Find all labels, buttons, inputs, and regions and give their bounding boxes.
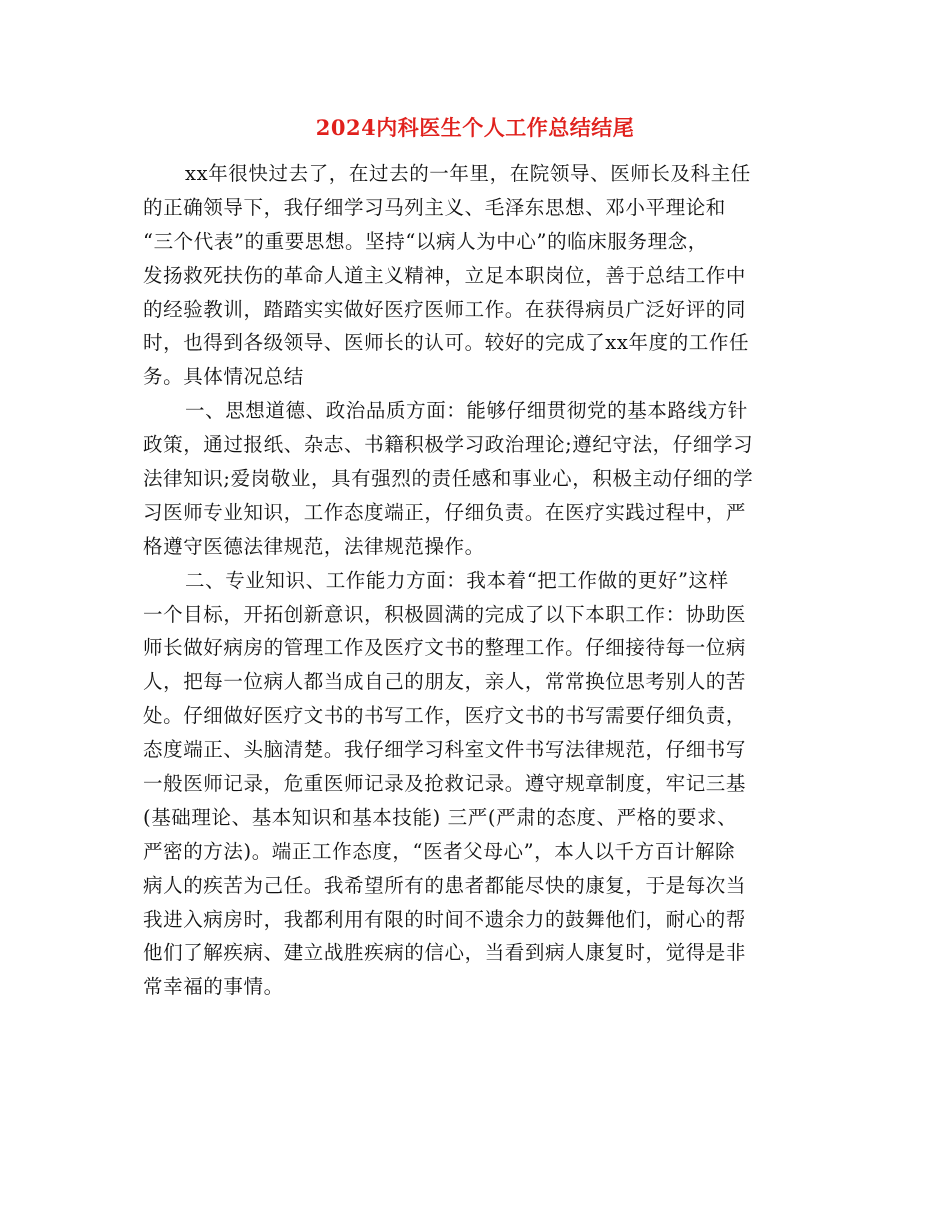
text-line: 的正确领导下，我仔细学习马列主义、毛泽东思想、邓小平理论和 <box>143 195 726 219</box>
document-body <box>143 157 803 1004</box>
text-line: 一个目标，开拓创新意识，积极圆满的完成了以下本职工作：协助医 <box>143 602 747 626</box>
text-line: 处。仔细做好医疗文书的书写工作，医疗文书的书写需要仔细负责， <box>143 704 747 728</box>
text-line: 他们了解疾病、建立战胜疾病的信心，当看到病人康复时，觉得是非 <box>143 941 747 965</box>
document-title: 2024内科医生个人工作总结结尾 <box>315 115 635 140</box>
text-line: 态度端正、头脑清楚。我仔细学习科室文件书写法律规范，仔细书写 <box>143 738 747 762</box>
text-line: 常幸福的事情。 <box>143 975 284 999</box>
text-line: 发扬救死扶伤的革命人道主义精神，立足本职岗位，善于总结工作中 <box>143 263 747 287</box>
text-line: xx年很快过去了，在过去的一年里，在院领导、医师长及科主任 <box>185 162 751 185</box>
text-line: 习医师专业知识，工作态度端正，仔细负责。在医疗实践过程中，严 <box>143 500 747 524</box>
text-line: 务。具体情况总结 <box>143 365 304 389</box>
text-line: 政策，通过报纸、杂志、书籍积极学习政治理论;遵纪守法，仔细学习 <box>143 433 754 457</box>
text-line: 一、思想道德、政治品质方面：能够仔细贯彻党的基本路线方针 <box>185 399 748 423</box>
text-line: 严密的方法)。端正工作态度，“医者父母心”，本人以千方百计解除 <box>143 839 736 863</box>
text-line: 一般医师记录，危重医师记录及抢救记录。遵守规章制度，牢记三基 <box>143 772 747 796</box>
text-line: 我进入病房时，我都利用有限的时间不遗余力的鼓舞他们，耐心的帮 <box>143 907 747 931</box>
text-line: (基础理论、基本知识和基本技能) 三严(严肃的态度、严格的要求、 <box>143 805 738 829</box>
text-line: 病人的疾苦为己任。我希望所有的患者都能尽快的康复，于是每次当 <box>143 873 747 897</box>
text-line: 时，也得到各级领导、医师长的认可。较好的完成了xx年度的工作任 <box>143 331 750 355</box>
text-line: 师长做好病房的管理工作及医疗文书的整理工作。仔细接待每一位病 <box>143 636 747 660</box>
text-line: 格遵守医德法律规范，法律规范操作。 <box>143 534 485 558</box>
text-line: “三个代表”的重要思想。坚持“以病人为中心”的临床服务理念， <box>143 229 708 253</box>
text-line: 二、专业知识、工作能力方面：我本着“把工作做的更好”这样 <box>185 568 729 592</box>
text-line: 法律知识;爱岗敬业，具有强烈的责任感和事业心，积极主动仔细的学 <box>143 467 754 491</box>
text-line: 人，把每一位病人都当成自己的朋友，亲人，常常换位思考别人的苦 <box>143 670 747 694</box>
text-line: 的经验教训，踏踏实实做好医疗医师工作。在获得病员广泛好评的同 <box>143 297 747 321</box>
